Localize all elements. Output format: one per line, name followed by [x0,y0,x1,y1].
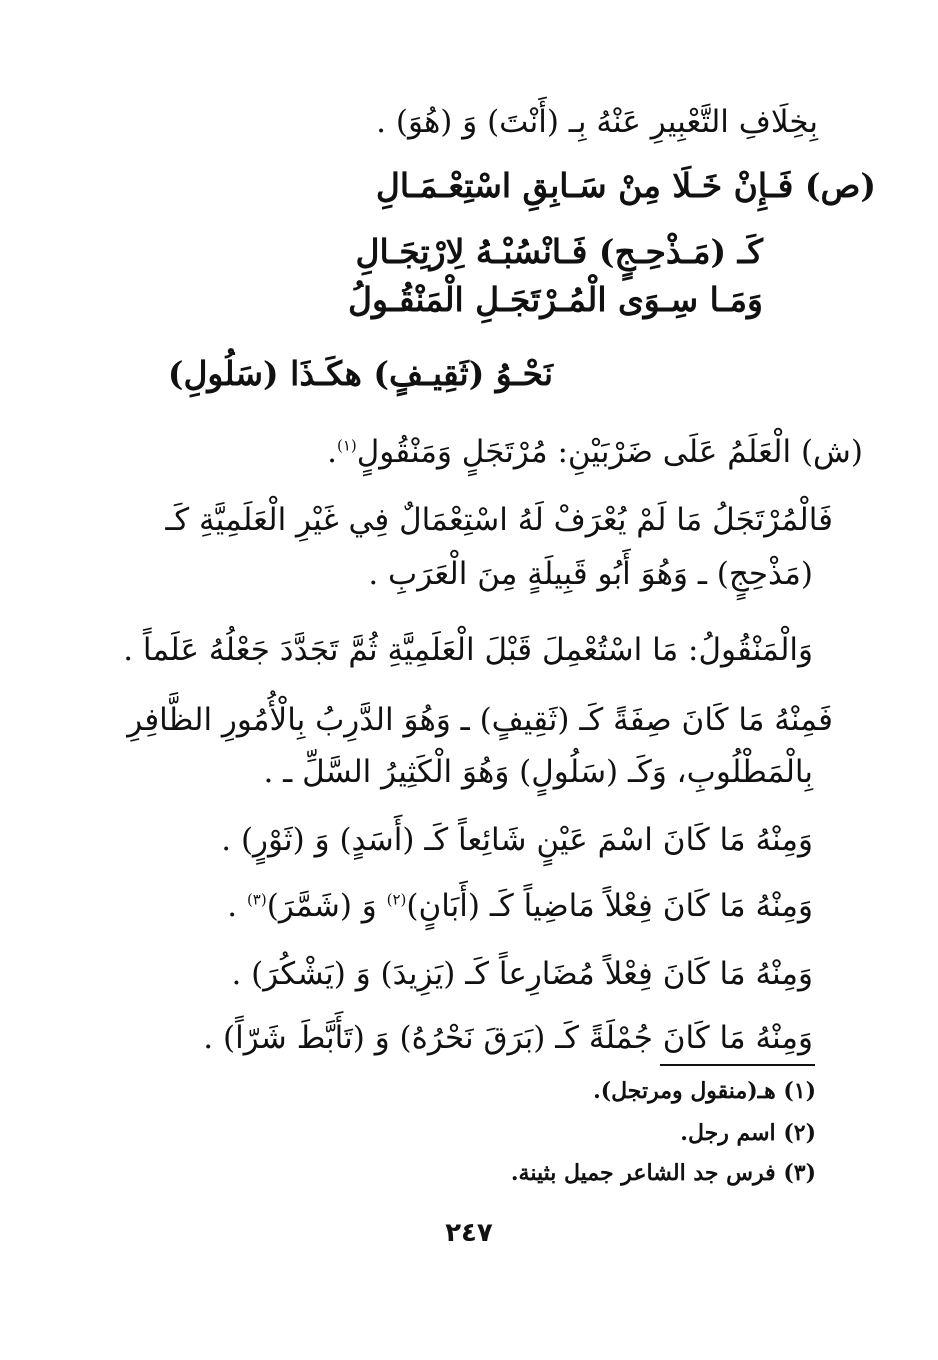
footnote-2: (٢) اسم رجل. [680,1120,816,1146]
paragraph-4: وَمِنْهُ مَا كَانَ اسْمَ عَيْنٍ شَائِعاً كَـ (أَسَدٍ) وَ (ثَوْرٍ) . [221,822,813,858]
paragraph-5-text-a: وَمِنْهُ مَا كَانَ فِعْلاً مَاضِياً كَـ (أَبَانٍ) [406,888,813,924]
footnote-3: (٣) فرس جد الشاعر جميل بثينة. [510,1160,816,1186]
text-line-1: بِخِلَافِ التَّعْبِيرِ عَنْهُ بِـ (أَنْتَ) وَ (هُوَ) . [376,104,818,140]
verse-line-4: نَحْـوُ (ثَقِيـفٍ) هكَـذَا (سَلُولِ) [167,354,553,393]
paragraph-6: وَمِنْهُ مَا كَانَ فِعْلاً مُضَارِعاً كَـ (يَزِيدَ) وَ (يَشْكُرَ) . [231,956,813,992]
paragraph-5-text-b: وَ (شَمَّرَ) [266,888,387,924]
verse-line-2: كَـ (مَـذْحِـجٍ) فَـانْسُبْـهُ لِارْتِجَـالِ [355,232,763,271]
paragraph-3-line-2: بِالْمَطْلُوبِ، وَكَـ (سَلُولٍ) وَهُوَ الْكَثِيرُ السَّلِّ ـ . [263,754,813,790]
paragraph-3-line-1: فَمِنْهُ مَا كَانَ صِفَةً كَـ (ثَقِيفٍ) ـ وَهُوَ الدَّرِبُ بِالْأُمُورِ الظَّافِرِ [127,702,833,738]
footnote-1: (١) هـ(منقول ومرتجل). [593,1078,816,1104]
footnote-ref-2: (٢) [386,890,407,909]
footnote-ref-3: (٣) [246,890,267,909]
commentary-text: (ش) الْعَلَمُ عَلَى ضَرْبَيْنِ: مُرْتَجَلٍ وَمَنْقُولٍ [356,434,863,470]
paragraph-5 [227,884,813,928]
paragraph-7: وَمِنْهُ مَا كَانَ جُمْلَةً كَـ (بَرَقَ نَحْرُهُ) وَ (تَأَبَّطَ شَرّاً) . [203,1020,813,1056]
paragraph-5-text-c: . [227,888,247,924]
commentary-heading [327,430,863,474]
commentary-end: . [327,434,337,470]
footnote-separator [660,1064,815,1066]
paragraph-1-line-1: فَالْمُرْتَجَلُ مَا لَمْ يُعْرَفْ لَهُ اسْتِعْمَالٌ فِي غَيْرِ الْعَلَمِيَّةِ كَـ [165,502,833,538]
verse-line-3: وَمَـا سِـوَى الْمُـرْتَجَـلِ الْمَنْقُـولُ [348,280,763,319]
page-number: ٢٤٧ [445,1218,493,1248]
footnote-ref-1: (١) [336,436,357,455]
verse-line-1: (ص) فَـإِنْ خَـلَا مِنْ سَـابِقِ اسْتِعْـمَـالِ [375,166,876,205]
paragraph-1-line-2: (مَذْحِجٍ) ـ وَهُوَ أَبُو قَبِيلَةٍ مِنَ الْعَرَبِ . [368,556,813,592]
paragraph-2: وَالْمَنْقُولُ: مَا اسْتُعْمِلَ قَبْلَ الْعَلَمِيَّةِ ثُمَّ تَجَدَّدَ جَعْلُهُ عَلَماً . [123,632,813,668]
